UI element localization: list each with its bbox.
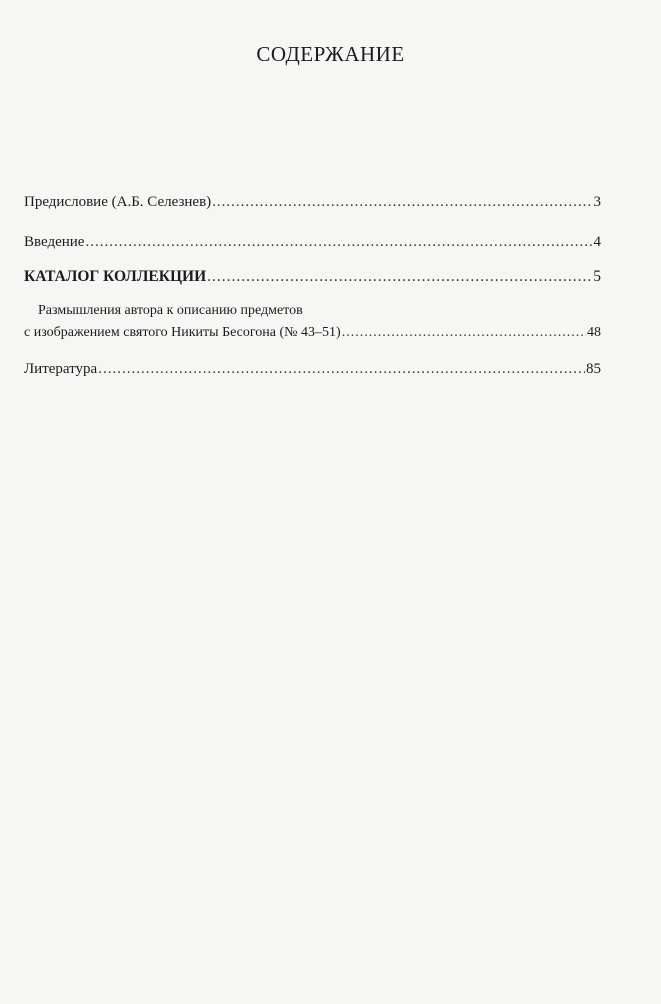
toc-entry-literature bbox=[24, 359, 601, 379]
page-title: СОДЕРЖАНИЕ bbox=[256, 42, 405, 66]
toc-dot-leader bbox=[98, 359, 585, 379]
toc-subentry-reflections bbox=[24, 324, 601, 342]
toc-subentry-label-line2: с изображением святого Никиты Бесогона (№ 43–51) bbox=[24, 325, 341, 340]
toc-page-number: 4 bbox=[593, 234, 601, 250]
toc-entry-label: КАТАЛОГ КОЛЛЕКЦИИ bbox=[24, 268, 207, 285]
toc-entry-label: Предисловие (А.Б. Селезнев) bbox=[24, 194, 212, 210]
toc-dot-leader bbox=[212, 192, 592, 212]
toc-dot-leader bbox=[207, 267, 592, 287]
toc-entry-introduction bbox=[24, 232, 601, 252]
toc-page-number: 5 bbox=[593, 268, 601, 285]
toc-page-number: 85 bbox=[586, 361, 601, 377]
toc-entry-label: Литература bbox=[24, 361, 98, 377]
toc-entry-preface bbox=[24, 192, 601, 212]
toc-entry-label: Введение bbox=[24, 234, 85, 250]
toc-dot-leader bbox=[342, 324, 586, 342]
toc-page-number: 3 bbox=[593, 194, 601, 210]
toc-page-number: 48 bbox=[587, 325, 601, 340]
toc-entry-catalog bbox=[24, 267, 601, 287]
toc-subentry-label-line1: Размышления автора к описанию предметов bbox=[38, 303, 303, 318]
toc-dot-leader bbox=[85, 232, 592, 252]
